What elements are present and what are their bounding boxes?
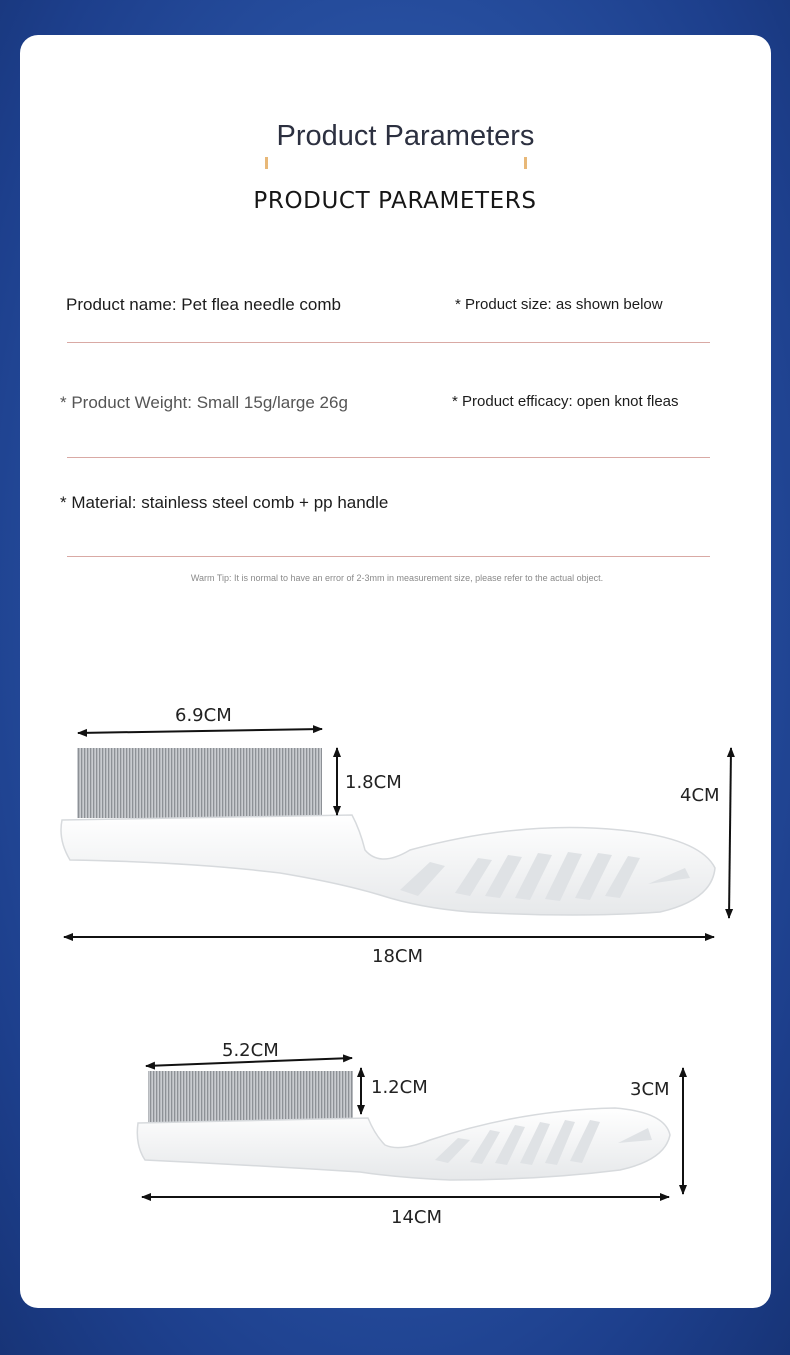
page-title: Product Parameters <box>276 120 535 152</box>
large-teeth-width-arrow <box>78 729 322 733</box>
small-teeth-width-label: 5.2CM <box>222 1040 279 1061</box>
small-teeth-height-label: 1.2CM <box>371 1077 428 1098</box>
page-subtitle: PRODUCT PARAMETERS <box>253 188 537 214</box>
large-comb-teeth <box>77 748 322 818</box>
small-comb-teeth <box>148 1071 353 1123</box>
small-length-label: 14CM <box>391 1207 443 1228</box>
large-height-arrow <box>729 748 731 918</box>
param-product-size: * Product size: as shown below <box>455 296 663 313</box>
warm-tip: Warm Tip: It is normal to have an error of 2-3mm in measurement size, please refer to the actual object. <box>190 573 604 583</box>
large-teeth-width-label: 6.9CM <box>175 705 232 726</box>
param-product-efficacy: * Product efficacy: open knot fleas <box>452 393 679 410</box>
large-height-label: 4CM <box>680 785 720 806</box>
param-material: * Material: stainless steel comb + pp handle <box>60 493 389 512</box>
small-height-label: 3CM <box>630 1079 670 1100</box>
param-product-name: Product name: Pet flea needle comb <box>66 295 341 314</box>
param-product-weight: * Product Weight: Small 15g/large 26g <box>60 393 348 412</box>
large-teeth-height-label: 1.8CM <box>345 772 402 793</box>
large-comb-handle <box>61 815 715 915</box>
large-length-label: 18CM <box>372 946 424 967</box>
